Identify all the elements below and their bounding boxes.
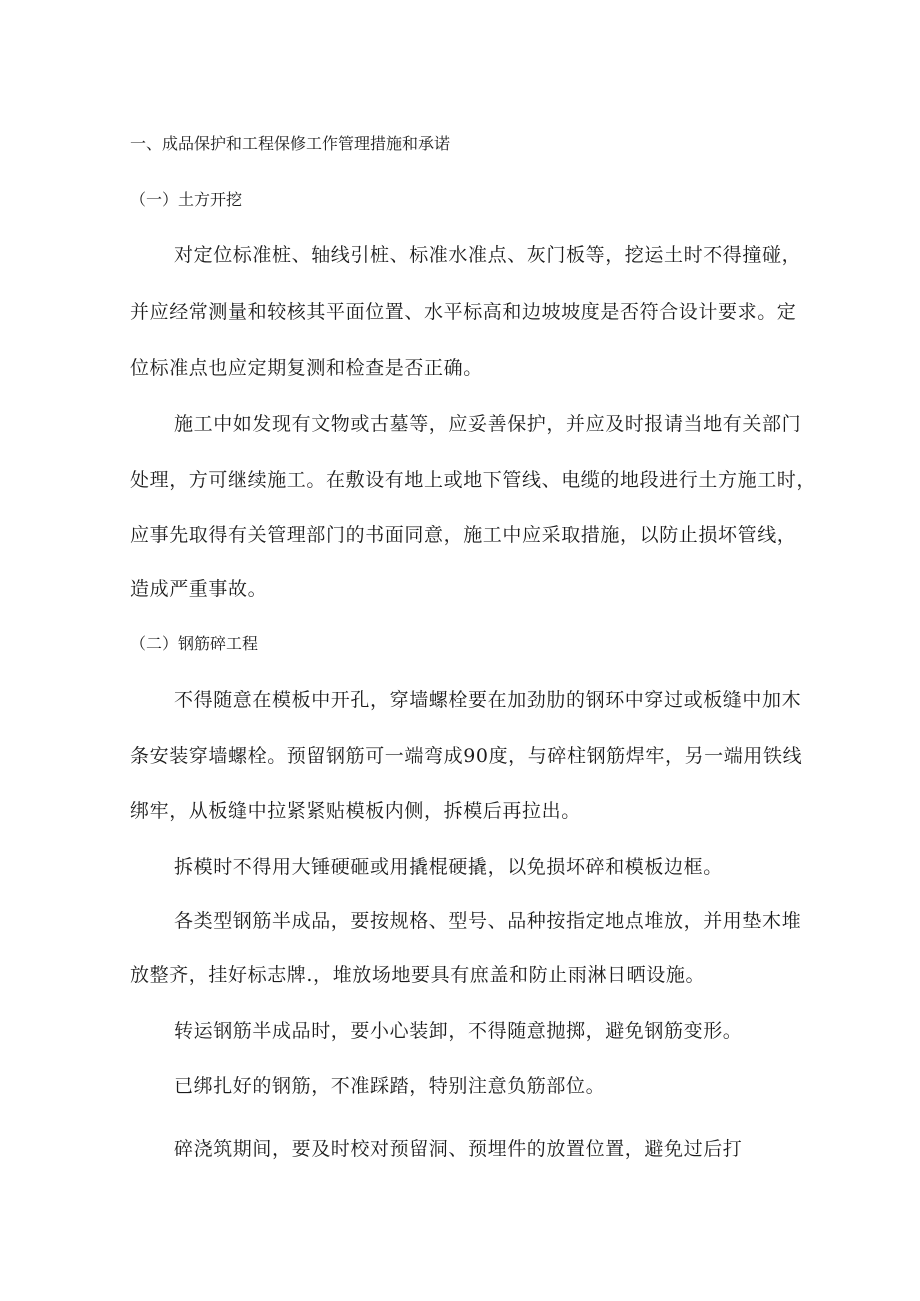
paragraph-line: 不得随意在模板中开孔，穿墙螺栓要在加劲肋的钢环中穿过或板缝中加木 xyxy=(174,689,802,711)
paragraph-line: 碎浇筑期间，要及时校对预留洞、预埋件的放置位置，避免过后打 xyxy=(174,1138,743,1160)
paragraph-line: 放整齐，挂好标志牌.，堆放场地要具有庶盖和防止雨淋日晒设施。 xyxy=(130,964,706,986)
paragraph-line: 并应经常测量和较核其平面位置、水平标高和边坡坡度是否符合设计要求。定 xyxy=(130,301,797,323)
paragraph-line: 转运钢筋半成品时，要小心装卸，不得随意抛掷，避免钢筋变形。 xyxy=(174,1020,743,1042)
section-title-earthwork: （一）土方开挖 xyxy=(130,190,243,209)
paragraph-line: 条安装穿墙螺栓。预留钢筋可一端弯成90度，与碎柱钢筋焊牢，另一端用铁线 xyxy=(130,745,803,767)
paragraph-line: 绑牢，从板缝中拉紧紧贴模板内侧，拆模后再拉出。 xyxy=(130,800,581,822)
paragraph-line: 拆模时不得用大锤硬砸或用撬棍硬撬，以免损坏碎和模板边框。 xyxy=(174,856,723,878)
paragraph-line: 位标准点也应定期复测和检查是否正确。 xyxy=(130,357,483,379)
paragraph-line: 造成严重事故。 xyxy=(130,578,268,600)
paragraph-line: 处理，方可继续施工。在敷设有地上或地下管线、电缆的地段进行土方施工时， xyxy=(130,469,817,491)
section-title-rebar: （二）钢筋碎工程 xyxy=(130,634,259,653)
paragraph-line: 应事先取得有关管理部门的书面同意，施工中应采取措施，以防止损坏管线， xyxy=(130,524,797,546)
paragraph-line: 已绑扎好的钢筋，不准踩踏，特别注意负筋部位。 xyxy=(174,1075,606,1097)
paragraph-line: 各类型钢筋半成品，要按规格、型号、品种按指定地点堆放，并用垫木堆 xyxy=(174,910,802,932)
paragraph-line: 对定位标准桩、轴线引桩、标准水准点、灰门板等，挖运土时不得撞碰， xyxy=(174,244,802,266)
paragraph-line: 施工中如发现有文物或古墓等，应妥善保护，并应及时报请当地有关部门 xyxy=(174,413,802,435)
document-heading: 一、成品保护和工程保修工作管理措施和承诺 xyxy=(130,134,451,153)
